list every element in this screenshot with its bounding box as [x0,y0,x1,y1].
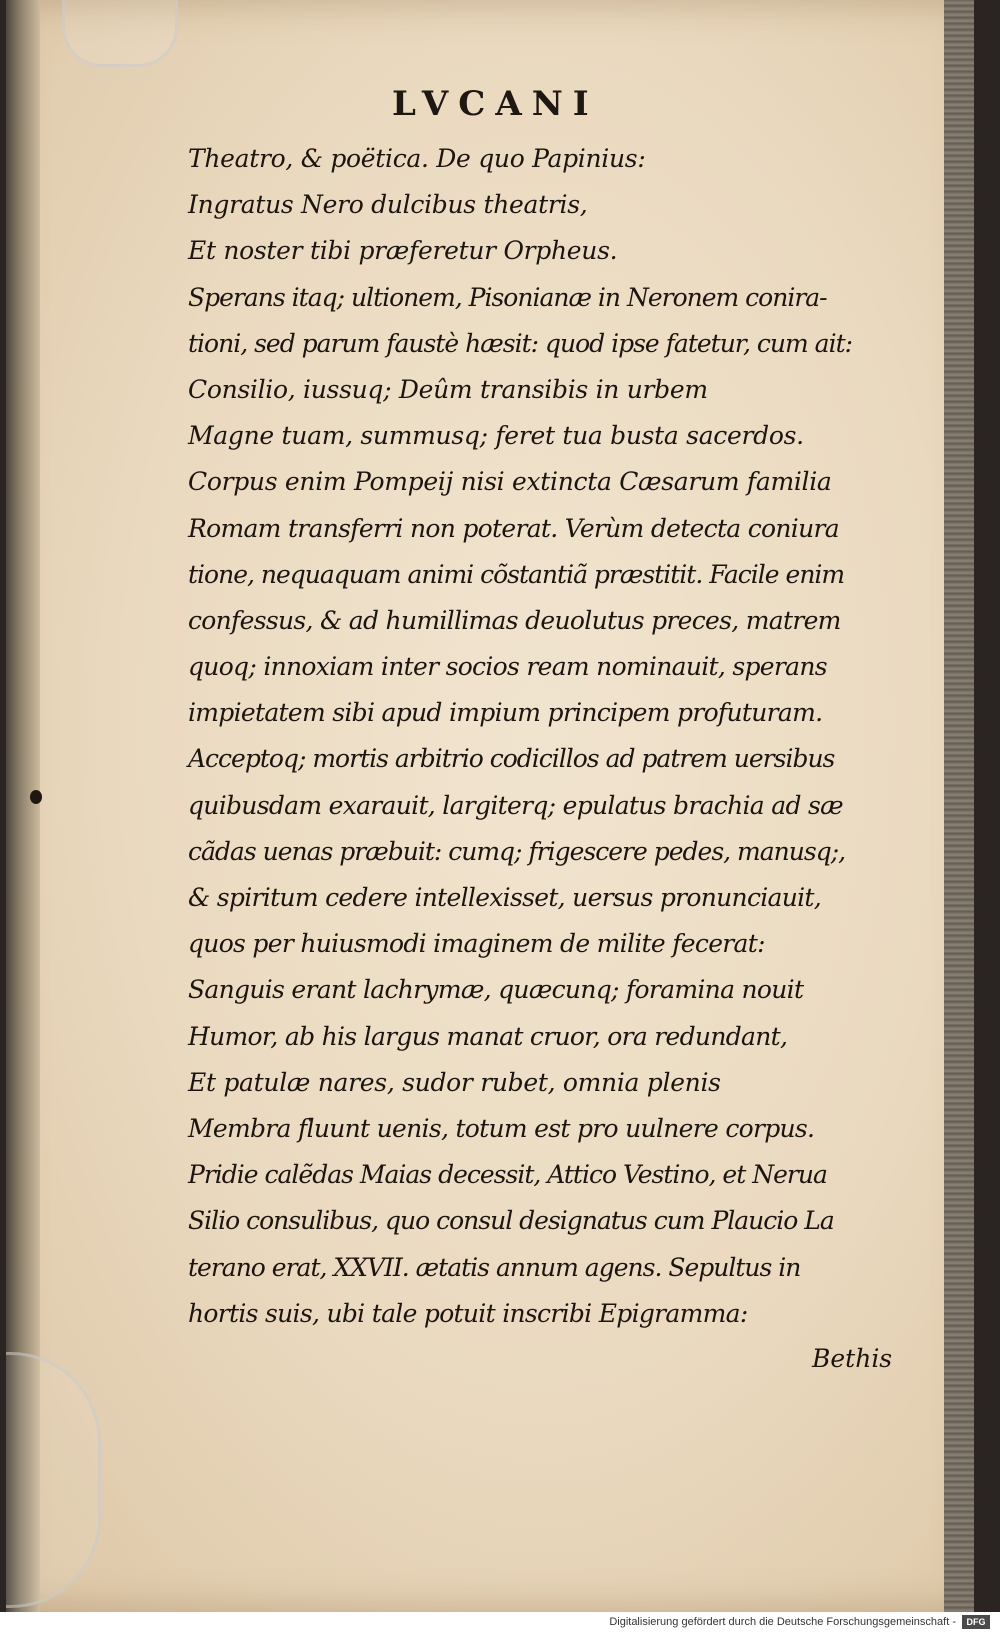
text-line: Silio consulibus, quo consul designatus cum Plaucio La [188,1206,834,1236]
dfg-logo: DFG [962,1615,990,1629]
text-line: cãdas uenas præbuit: cumq; frigescere pedes, manusq;, [188,836,846,866]
page-fore-edge [944,0,974,1612]
text-line: Theatro, & poëtica. De quo Papinius: [188,144,646,173]
text-line: tione, nequaquam animi cõstantiã præstitit. Facile enim [188,559,845,589]
text-line: terano erat, XXVII. ætatis annum agens. Sepultus in [188,1252,801,1282]
text-block [188,136,918,1337]
text-line: Acceptoq; mortis arbitrio codicillos ad patrem uersibus [188,744,835,774]
text-line: Magne tuam, summusq; feret tua busta sacerdos. [188,421,804,451]
funding-credit: Digitalisierung gefördert durch die Deutsche Forschungsgemeinschaft - [609,1616,956,1628]
text-line: Et noster tibi præferetur Orpheus. [188,236,618,266]
text-line: confessus, & ad humillimas deuolutus preces, matrem [188,605,841,635]
text-line: Sperans itaq; ultionem, Pisonianæ in Neronem conira- [188,282,827,312]
catchword: Bethis [812,1344,893,1373]
text-line: quibusdam exarauit, largiterq; epulatus brachia ad sæ [188,790,843,820]
text-line: Sanguis erant lachrymæ, quæcunq; foramina nouit [188,975,804,1005]
text-line: tioni, sed parum faustè hæsit: quod ipse fatetur, cum ait: [188,328,853,358]
text-line: Pridie calẽdas Maias decessit, Attico Vestino, et Nerua [188,1160,827,1190]
text-line: quoq; innoxiam inter socios ream nominauit, sperans [188,652,827,682]
text-line: Romam transferri non poterat. Verùm detecta coniura [188,513,839,543]
book-page [6,0,974,1612]
text-line: Consilio, iussuq; Deûm transibis in urbem [188,374,708,404]
text-line: & spiritum cedere intellexisset, uersus pronunciauit, [188,883,822,912]
text-line: Et patulæ nares, sudor rubet, omnia plenis [188,1067,721,1097]
text-line: Corpus enim Pompeij nisi extincta Cæsarum familia [188,467,832,497]
text-line: quos per huiusmodi imaginem de milite fecerat: [188,929,765,959]
text-line: Ingratus Nero dulcibus theatris, [188,190,588,220]
text-line: Membra fluunt uenis, totum est pro uulnere corpus. [188,1113,815,1143]
margin-ink-dot [30,790,42,804]
text-line: impietatem sibi apud impium principem profuturam. [188,698,823,728]
plastic-clip-bottom [6,1352,101,1608]
running-head: LVCANI [392,84,599,124]
text-line: hortis suis, ubi tale potuit inscribi Epigramma: [188,1298,748,1328]
text-line: Humor, ab his largus manat cruor, ora redundant, [188,1021,788,1051]
plastic-clip-top [62,0,178,67]
